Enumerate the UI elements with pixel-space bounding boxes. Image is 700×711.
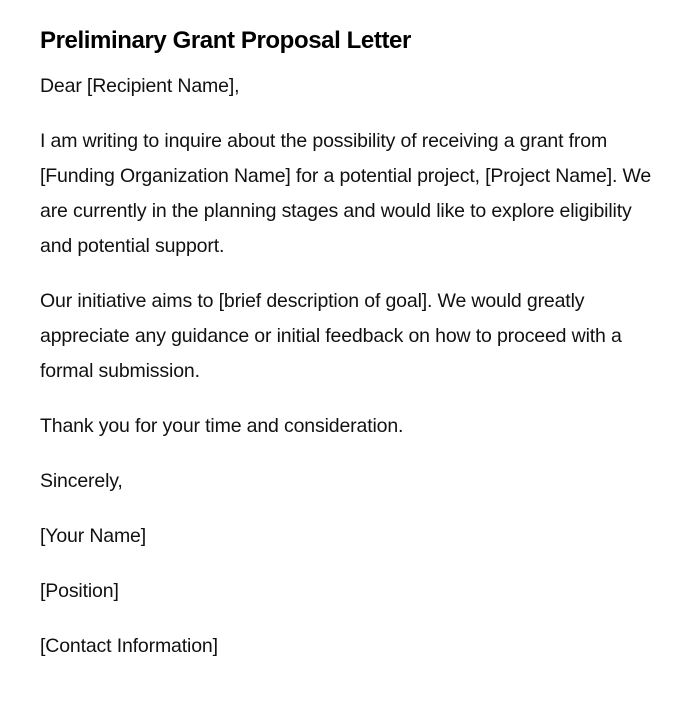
body-paragraph-2: Our initiative aims to [brief description of goal]. We would greatly appreciate any guidance or initial feedback on how to proceed with a formal submission. [40, 290, 622, 382]
letter-title: Preliminary Grant Proposal Letter [40, 27, 411, 54]
greeting: Dear [Recipient Name], [40, 75, 240, 97]
signature-position: [Position] [40, 580, 119, 602]
closing: Sincerely, [40, 470, 123, 492]
signature-name: [Your Name] [40, 525, 147, 547]
signature-contact: [Contact Information] [40, 635, 218, 657]
body-paragraph-3: Thank you for your time and consideration. [40, 415, 404, 437]
body-paragraph-1: I am writing to inquire about the possibility of receiving a grant from [Funding Organization Name] for a potential project, [Project Name]. We are currently in the planning stages and would like to explore eligibility and potential support. [40, 130, 652, 257]
letter-document [40, 24, 660, 664]
